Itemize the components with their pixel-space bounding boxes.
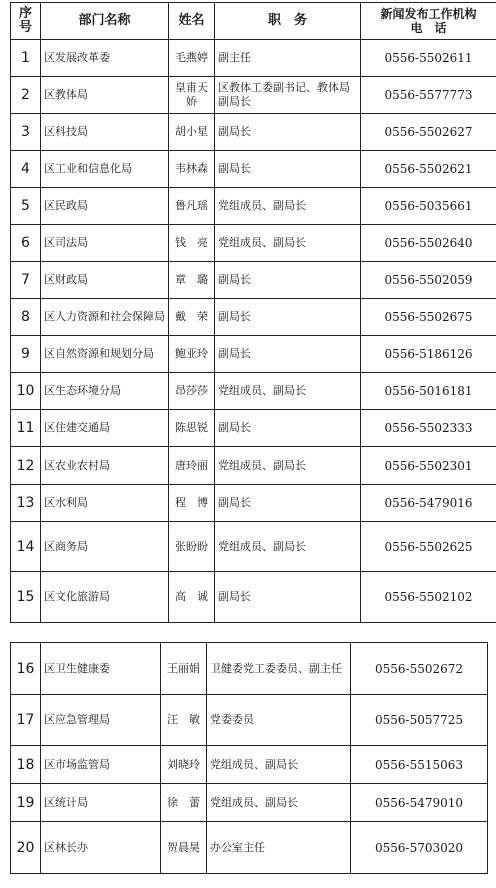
table-body-part1 <box>11 40 496 623</box>
row-duty: 党组成员、副局长 <box>215 522 361 572</box>
row-phone: 0556-5186126 <box>361 336 496 373</box>
row-duty: 党组成员、副局长 <box>207 784 351 822</box>
row-name: 章 璐 <box>169 262 215 299</box>
row-number: 4 <box>11 151 41 188</box>
table-header-row <box>11 3 496 40</box>
row-dept: 区水利局 <box>41 485 169 522</box>
row-dept: 区生态环境分局 <box>41 373 169 410</box>
row-number: 5 <box>11 188 41 225</box>
row-number: 1 <box>11 40 41 77</box>
row-number: 9 <box>11 336 41 373</box>
table-row <box>11 485 496 522</box>
row-name: 鲍亚玲 <box>169 336 215 373</box>
header-dept: 部门名称 <box>41 3 169 40</box>
row-number: 7 <box>11 262 41 299</box>
row-phone: 0556-5502672 <box>351 643 488 695</box>
row-phone: 0556-5502301 <box>361 447 496 485</box>
header-name: 姓名 <box>169 3 215 40</box>
row-phone: 0556-5057725 <box>351 695 488 746</box>
table-row <box>11 40 496 77</box>
row-dept: 区民政局 <box>41 188 169 225</box>
row-duty: 党组成员、副局长 <box>215 188 361 225</box>
row-duty: 办公室主任 <box>207 822 351 874</box>
table-row <box>11 188 496 225</box>
row-number: 15 <box>11 572 41 623</box>
header-seq: 序号 <box>11 3 41 40</box>
row-phone: 0556-5502625 <box>361 522 496 572</box>
row-dept: 区发展改革委 <box>41 40 169 77</box>
row-name: 胡小星 <box>169 114 215 151</box>
row-dept: 区文化旅游局 <box>41 572 169 623</box>
row-dept: 区市场监管局 <box>41 746 161 784</box>
contact-table-part1 <box>10 2 496 623</box>
row-number: 11 <box>11 410 41 447</box>
row-name: 王丽娟 <box>161 643 207 695</box>
table-row <box>11 77 496 114</box>
row-phone: 0556-5035661 <box>361 188 496 225</box>
header-phone-line1: 新闻发布工作机构 <box>380 7 477 21</box>
row-number: 12 <box>11 447 41 485</box>
row-duty: 党组成员、副局长 <box>215 373 361 410</box>
row-phone: 0556-5502102 <box>361 572 496 623</box>
row-duty: 党组成员、副局长 <box>215 225 361 262</box>
row-dept: 区教体局 <box>41 77 169 114</box>
row-name: 张盼盼 <box>169 522 215 572</box>
table-row <box>11 410 496 447</box>
table-row <box>11 447 496 485</box>
row-duty: 副局长 <box>215 299 361 336</box>
row-name: 戴 荣 <box>169 299 215 336</box>
row-dept: 区卫生健康委 <box>41 643 161 695</box>
page-separator <box>0 636 496 639</box>
table-row <box>11 114 496 151</box>
row-name: 鲁凡瑶 <box>169 188 215 225</box>
row-number: 2 <box>11 77 41 114</box>
row-dept: 区工业和信息化局 <box>41 151 169 188</box>
row-phone: 0556-5016181 <box>361 373 496 410</box>
header-phone <box>361 3 496 40</box>
row-duty: 副局长 <box>215 410 361 447</box>
row-phone: 0556-5515063 <box>351 746 488 784</box>
row-phone: 0556-5502333 <box>361 410 496 447</box>
header-phone-line2: 电 话 <box>410 21 447 35</box>
row-duty: 副局长 <box>215 114 361 151</box>
row-duty: 副局长 <box>215 485 361 522</box>
row-duty: 副局长 <box>215 572 361 623</box>
table-row <box>11 299 496 336</box>
row-number: 8 <box>11 299 41 336</box>
row-name: 毛燕婷 <box>169 40 215 77</box>
row-phone: 0556-5703020 <box>351 822 488 874</box>
row-phone: 0556-5479016 <box>361 485 496 522</box>
row-dept: 区人力资源和社会保障局 <box>41 299 169 336</box>
row-duty: 副局长 <box>215 151 361 188</box>
row-duty: 党组成员、副局长 <box>207 746 351 784</box>
contact-table-part2 <box>10 642 488 874</box>
row-name: 昂莎莎 <box>169 373 215 410</box>
row-duty: 副局长 <box>215 336 361 373</box>
row-name: 陈思锐 <box>169 410 215 447</box>
row-duty: 卫健委党工委委员、副主任 <box>207 643 351 695</box>
table-body-part2 <box>11 643 488 874</box>
row-dept: 区科技局 <box>41 114 169 151</box>
row-number: 3 <box>11 114 41 151</box>
row-number: 13 <box>11 485 41 522</box>
row-name: 刘晓玲 <box>161 746 207 784</box>
row-name: 钱 亮 <box>169 225 215 262</box>
table-row <box>11 784 488 822</box>
row-dept: 区住建交通局 <box>41 410 169 447</box>
row-dept: 区统计局 <box>41 784 161 822</box>
row-name: 贺晨昊 <box>161 822 207 874</box>
row-phone: 0556-5577773 <box>361 77 496 114</box>
row-duty: 副主任 <box>215 40 361 77</box>
table-row <box>11 643 488 695</box>
row-name: 皇甫天娇 <box>169 77 215 114</box>
table-row <box>11 262 496 299</box>
table-row <box>11 225 496 262</box>
row-name: 汪 敏 <box>161 695 207 746</box>
header-duty: 职 务 <box>215 3 361 40</box>
row-name: 唐玲丽 <box>169 447 215 485</box>
row-name: 高 诚 <box>169 572 215 623</box>
table-row <box>11 746 488 784</box>
row-duty: 党组成员、副局长 <box>215 447 361 485</box>
row-phone: 0556-5502675 <box>361 299 496 336</box>
row-phone: 0556-5502611 <box>361 40 496 77</box>
row-dept: 区应急管理局 <box>41 695 161 746</box>
row-number: 20 <box>11 822 41 874</box>
row-phone: 0556-5502640 <box>361 225 496 262</box>
row-dept: 区自然资源和规划分局 <box>41 336 169 373</box>
row-dept: 区商务局 <box>41 522 169 572</box>
table-row <box>11 373 496 410</box>
row-number: 6 <box>11 225 41 262</box>
table-row <box>11 572 496 623</box>
table-row <box>11 522 496 572</box>
row-duty: 副局长 <box>215 262 361 299</box>
row-dept: 区农业农村局 <box>41 447 169 485</box>
row-number: 16 <box>11 643 41 695</box>
row-duty: 区教体工委副书记、教体局副局长 <box>215 77 361 114</box>
row-dept: 区财政局 <box>41 262 169 299</box>
row-name: 韦林森 <box>169 151 215 188</box>
row-number: 18 <box>11 746 41 784</box>
row-dept: 区林长办 <box>41 822 161 874</box>
table-row <box>11 151 496 188</box>
table-row <box>11 822 488 874</box>
row-phone: 0556-5502059 <box>361 262 496 299</box>
table-row <box>11 336 496 373</box>
row-number: 10 <box>11 373 41 410</box>
row-number: 14 <box>11 522 41 572</box>
row-name: 徐 蕾 <box>161 784 207 822</box>
row-number: 17 <box>11 695 41 746</box>
row-phone: 0556-5502621 <box>361 151 496 188</box>
row-dept: 区司法局 <box>41 225 169 262</box>
row-phone: 0556-5502627 <box>361 114 496 151</box>
row-duty: 党委委员 <box>207 695 351 746</box>
row-phone: 0556-5479010 <box>351 784 488 822</box>
row-number: 19 <box>11 784 41 822</box>
row-name: 程 博 <box>169 485 215 522</box>
table-row <box>11 695 488 746</box>
